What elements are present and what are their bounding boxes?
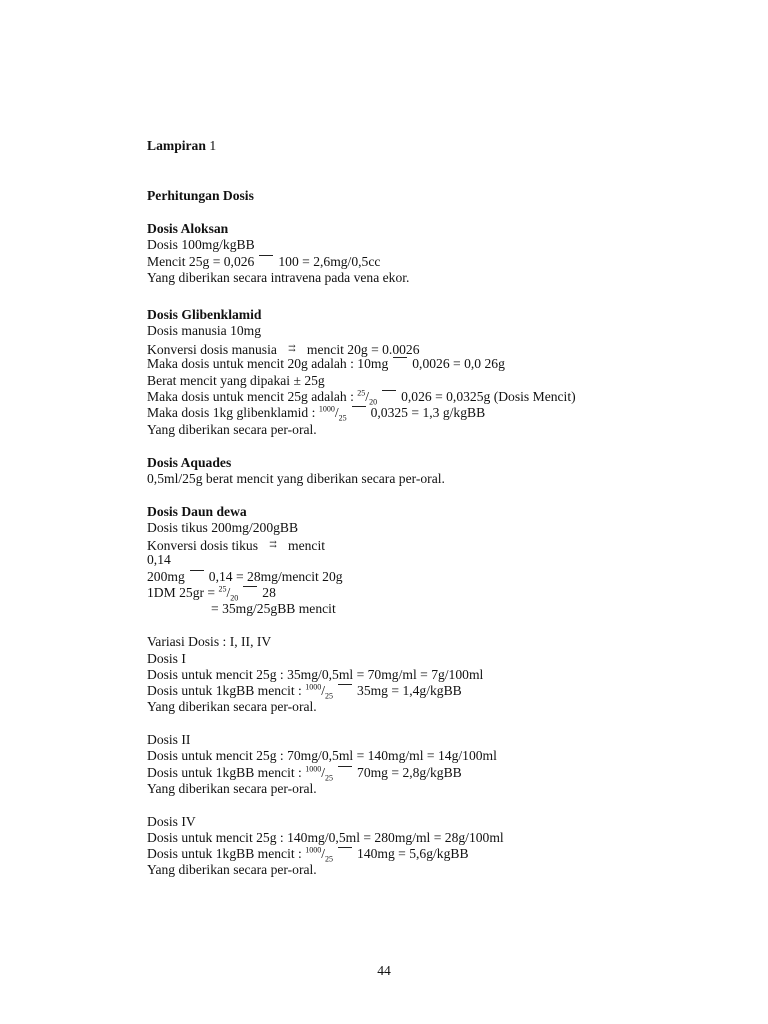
- variasi-line: Variasi Dosis : I, II, IV: [147, 634, 272, 649]
- dose-route-line: Yang diberikan secara per-oral.: [147, 699, 317, 714]
- multiply-bar: [382, 390, 396, 391]
- dose-route-line: Yang diberikan secara per-oral.: [147, 781, 317, 796]
- multiply-bar: [352, 406, 366, 407]
- fraction-denominator: 20: [369, 397, 378, 407]
- conversion-left: Konversi dosis manusia: [147, 342, 277, 357]
- fraction-denominator: 25: [325, 691, 334, 701]
- dose-title: Dosis IV: [147, 814, 196, 829]
- calc-right: 0,026 = 0,0325g (Dosis Mencit): [401, 389, 576, 404]
- aloksan-heading: Dosis Aloksan: [147, 221, 229, 236]
- calc-right: 35mg = 1,4g/kgBB: [357, 683, 462, 698]
- multiply-bar: [259, 255, 273, 256]
- dose-title: Dosis I: [147, 651, 186, 666]
- fraction-numerator: 1000: [305, 682, 322, 692]
- fraction-numerator: 1000: [305, 845, 322, 855]
- fraction-denominator: 25: [325, 773, 334, 783]
- document-page: [147, 0, 747, 1024]
- calc-right: 140mg = 5,6g/kgBB: [357, 846, 469, 861]
- daun-dewa-heading: Dosis Daun dewa: [147, 504, 247, 519]
- glibenklamid-heading: Dosis Glibenklamid: [147, 307, 262, 322]
- conversion-right: mencit: [288, 538, 326, 553]
- fraction-denominator: 20: [230, 593, 239, 603]
- aloksan-line: Dosis 100mg/kgBB: [147, 237, 255, 252]
- section-title: Perhitungan Dosis: [147, 188, 254, 203]
- glibenklamid-line: Maka dosis untuk mencit 25g adalah : $^{25}/_{20}$ 0,026 = 0,0325g (Dosis Mencit): [147, 388, 576, 407]
- appendix-label-text: Lampiran: [147, 138, 206, 153]
- calc-right: 0,0325 = 1,3 g/kgBB: [370, 405, 486, 420]
- dose-route-line: Yang diberikan secara per-oral.: [147, 862, 317, 877]
- calc-right: 70mg = 2,8g/kgBB: [357, 765, 462, 780]
- calc-right: 0,14 = 28mg/mencit 20g: [208, 569, 343, 584]
- daun-dewa-line: Dosis tikus 200mg/200gBB: [147, 520, 299, 535]
- glibenklamid-line: Yang diberikan secara per-oral.: [147, 422, 317, 437]
- dose-kg-line: Dosis untuk 1kgBB mencit : $^{1000}/_{25}$ 70mg = 2,8g/kgBB: [147, 764, 462, 783]
- dose-mencit-line: Dosis untuk mencit 25g : 35mg/0,5ml = 70mg/ml = 7g/100ml: [147, 667, 484, 682]
- dose-mencit-line: Dosis untuk mencit 25g : 140mg/0,5ml = 280mg/ml = 28g/100ml: [147, 830, 504, 845]
- daun-dewa-line: = 35mg/25gBB mencit: [211, 601, 336, 616]
- multiply-bar: [338, 847, 352, 848]
- daun-dewa-line: [147, 536, 325, 554]
- page-number: 44: [377, 963, 391, 978]
- calc-right: 0,0026 = 0,0 26g: [412, 356, 505, 371]
- aquades-heading: Dosis Aquades: [147, 455, 232, 470]
- double-arrow-icon: ⇉: [288, 343, 296, 353]
- double-arrow-icon: ⇉: [269, 539, 277, 549]
- dose-mencit-line: Dosis untuk mencit 25g : 70mg/0,5ml = 140mg/ml = 14g/100ml: [147, 748, 497, 763]
- multiply-bar: [338, 684, 352, 685]
- glibenklamid-line: Maka dosis 1kg glibenklamid : $^{1000}/_{25}$ 0,0325 = 1,3 g/kgBB: [147, 404, 486, 423]
- daun-dewa-line: 0,14: [147, 552, 171, 567]
- glibenklamid-line: Berat mencit yang dipakai ± 25g: [147, 373, 325, 388]
- glibenklamid-line: Dosis manusia 10mg: [147, 323, 262, 338]
- dose-kg-line: Dosis untuk 1kgBB mencit : $^{1000}/_{25}$ 140mg = 5,6g/kgBB: [147, 845, 469, 864]
- fraction-denominator: 25: [338, 413, 347, 423]
- calc-left: Maka dosis 1kg glibenklamid :: [147, 405, 316, 420]
- calc-left: Maka dosis untuk mencit 25g adalah :: [147, 389, 354, 404]
- aquades-line: 0,5ml/25g berat mencit yang diberikan secara per-oral.: [147, 471, 445, 486]
- glibenklamid-line: [147, 356, 505, 372]
- calc-left: 1DM 25gr =: [147, 585, 216, 600]
- calc-left: Maka dosis untuk mencit 20g adalah : 10mg: [147, 356, 389, 371]
- aloksan-line: [147, 254, 380, 270]
- multiply-bar: [338, 766, 352, 767]
- calc-left: Dosis untuk 1kgBB mencit :: [147, 765, 302, 780]
- fraction-numerator: 1000: [318, 404, 335, 414]
- daun-dewa-line: [147, 569, 343, 585]
- aloksan-line: Yang diberikan secara intravena pada vena ekor.: [147, 270, 410, 285]
- multiply-bar: [243, 586, 257, 587]
- aloksan-calc-left: Mencit 25g = 0,026: [147, 254, 255, 269]
- fraction-denominator: 25: [325, 854, 334, 864]
- appendix-number: 1: [209, 138, 217, 153]
- calc-right: 28: [262, 585, 276, 600]
- fraction-numerator: 25: [357, 388, 366, 398]
- daun-dewa-line: 1DM $25gr = ^{25}/_{20}$ 28: [147, 584, 276, 603]
- dose-title: Dosis II: [147, 732, 191, 747]
- aloksan-calc-right: 100 = 2,6mg/0,5cc: [278, 254, 381, 269]
- multiply-bar: [190, 570, 204, 571]
- calc-left: 200mg: [147, 569, 185, 584]
- dose-kg-line: Dosis untuk 1kgBB mencit : $^{1000}/_{25}$ 35mg = 1,4g/kgBB: [147, 682, 462, 701]
- fraction-numerator: 1000: [305, 764, 322, 774]
- appendix-label: [147, 138, 216, 154]
- conversion-left: Konversi dosis tikus: [147, 538, 259, 553]
- calc-left: Dosis untuk 1kgBB mencit :: [147, 683, 302, 698]
- conversion-right: mencit 20g = 0.0026: [306, 342, 420, 357]
- multiply-bar: [393, 357, 407, 358]
- fraction-numerator: 25: [218, 584, 227, 594]
- calc-left: Dosis untuk 1kgBB mencit :: [147, 846, 302, 861]
